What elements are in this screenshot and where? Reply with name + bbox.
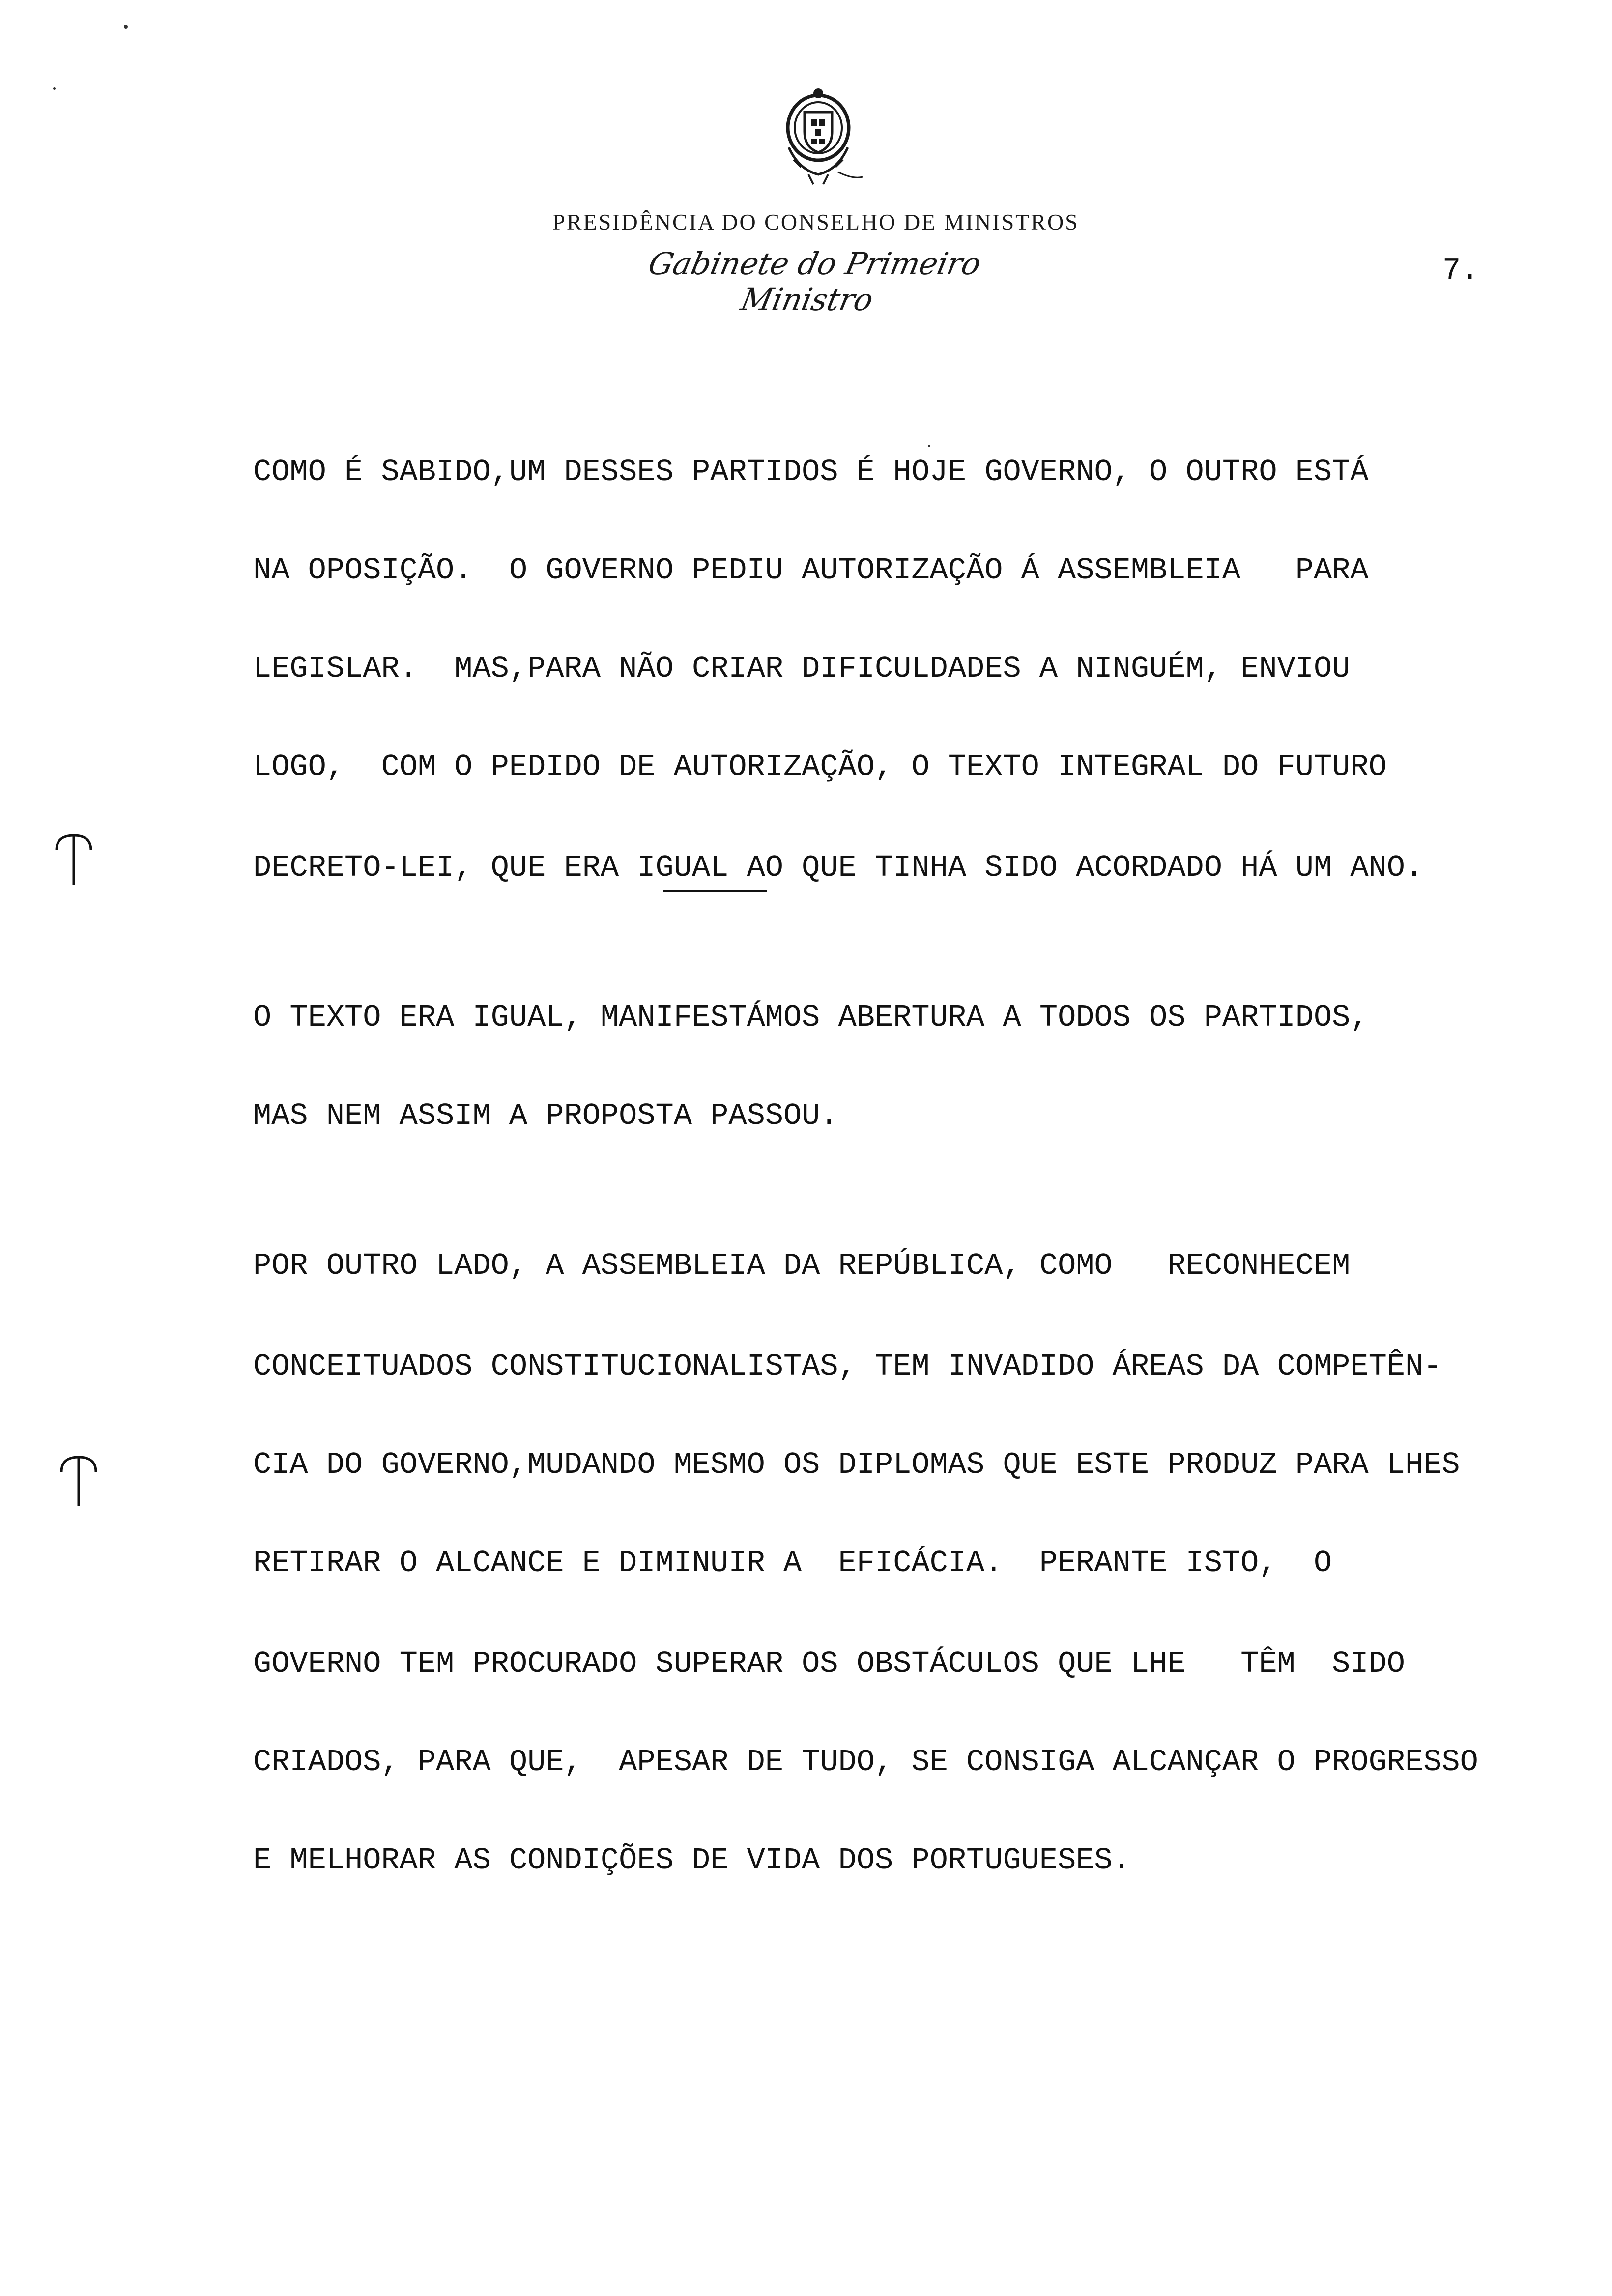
paragraph-3-line-2: CONCEITUADOS CONSTITUCIONALISTAS, TEM INVADIDO ÁREAS DA COMPETÊN- (253, 1349, 1442, 1384)
paragraph-3-line-3: CIA DO GOVERNO,MUDANDO MESMO OS DIPLOMAS QUE ESTE PRODUZ PARA LHES (253, 1447, 1460, 1482)
paragraph-1-line-2: NA OPOSIÇÃO. O GOVERNO PEDIU AUTORIZAÇÃO Á ASSEMBLEIA PARA (253, 553, 1369, 588)
handwritten-office-line: Gabinete do Primeiro Ministro (645, 246, 984, 317)
scan-speck (53, 87, 56, 90)
paragraph-1-line-5: DECRETO-LEI, QUE ERA IGUAL AO QUE TINHA SIDO ACORDADO HÁ UM ANO. (253, 850, 1424, 885)
coat-of-arms-seal (759, 74, 877, 197)
margin-binding-mark-lower (57, 1452, 101, 1511)
paragraph-1-line-3: LEGISLAR. MAS,PARA NÃO CRIAR DIFICULDADES A NINGUÉM, ENVIOU (253, 651, 1351, 686)
paragraph-3-line-6: CRIADOS, PARA QUE, APESAR DE TUDO, SE CONSIGA ALCANÇAR O PROGRESSO (253, 1745, 1478, 1779)
paragraph-3-line-7: E MELHORAR AS CONDIÇÕES DE VIDA DOS PORTUGUESES. (253, 1843, 1131, 1878)
paragraph-2-line-1: O TEXTO ERA IGUAL, MANIFESTÁMOS ABERTURA A TODOS OS PARTIDOS, (253, 1000, 1369, 1035)
margin-binding-mark-upper (52, 831, 96, 890)
scan-speck (928, 445, 930, 447)
organization-header: PRESIDÊNCIA DO CONSELHO DE MINISTROS (552, 209, 1079, 234)
paragraph-2-line-2: MAS NEM ASSIM A PROPOSTA PASSOU. (253, 1098, 838, 1133)
underline-igual (663, 890, 767, 892)
scan-speck (124, 25, 128, 29)
page-number: 7. (1442, 253, 1479, 288)
paragraph-3-line-1: POR OUTRO LADO, A ASSEMBLEIA DA REPÚBLICA, COMO RECONHECEM (253, 1248, 1351, 1283)
paragraph-3-line-4: RETIRAR O ALCANCE E DIMINUIR A EFICÁCIA. PERANTE ISTO, O (253, 1546, 1332, 1580)
paragraph-3-line-5: GOVERNO TEM PROCURADO SUPERAR OS OBSTÁCULOS QUE LHE TÊM SIDO (253, 1646, 1405, 1681)
paragraph-1-line-1: COMO É SABIDO,UM DESSES PARTIDOS É HOJE GOVERNO, O OUTRO ESTÁ (253, 455, 1369, 489)
paragraph-1-line-4: LOGO, COM O PEDIDO DE AUTORIZAÇÃO, O TEXTO INTEGRAL DO FUTURO (253, 749, 1387, 784)
